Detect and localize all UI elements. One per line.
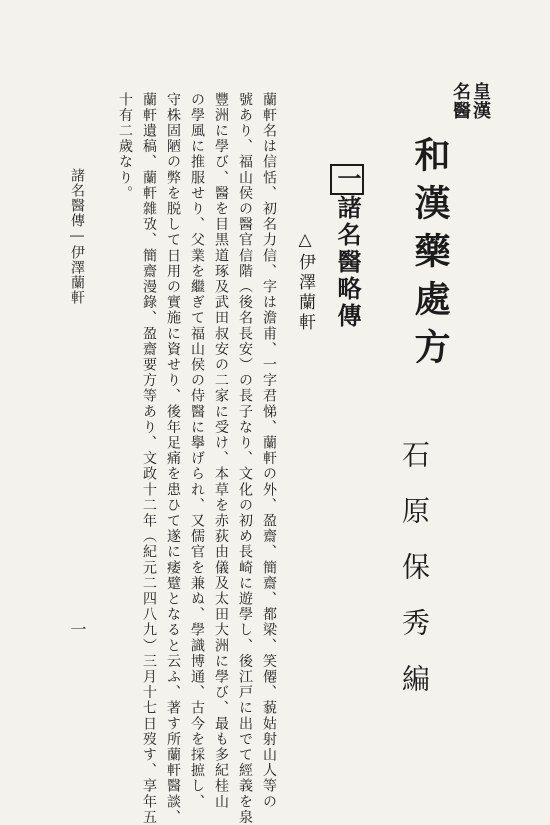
book-title: 和漢藥處方 [409,136,451,376]
body-line-7: 十有二歲なり。 [117,92,133,202]
editor-credit: 石原保秀編 [398,440,431,720]
page-number: 一 [68,621,87,637]
section-title: 諸名醫略傳 [333,195,362,330]
person-name: △伊澤蘭軒 [295,230,315,333]
series-prefix-line-1: 皇漢 [470,82,491,120]
body-line-4: の學風に推服せり、父業を繼ぎて福山侯の侍醫に擧げられ、又儒官を兼ぬ、學識博通、古今を採摭し、 [189,92,205,810]
source-signature: 諸名醫傳―伊澤蘭軒 [69,168,85,305]
section-number: 一 [330,164,364,195]
body-line-1: 蘭軒名は信恬、初名力信、字は澹甫、一字君悌、蘭軒の外、盈齋、簡齋、都梁、笑僊、藐姑射山人等の [261,92,277,810]
body-line-6: 蘭軒遺稿、蘭軒雜攷、簡齋漫錄、盈齋要方等あり、文政十二年（紀元二四八九）三月十七日歿す、享年五 [141,92,157,825]
section-heading [330,164,364,330]
body-line-5: 守株固陋の弊を脱して日用の實施に資せり、後年足痛を患ひて遂に痿躄となると云ふ、著す所蘭軒醫談、 [165,92,181,825]
body-line-2: 號あり、福山侯の醫官信階（後名長安）の長子なり、文化の初め長崎に遊學し、後江戸に出でて經義を泉 [237,92,253,825]
series-prefix-line-2: 名醫 [450,82,471,120]
body-line-3: 豐洲に學び、醫を目黒道琢及武田叔安の二家に受け、本草を赤荻由儀及太田大洲に學び、最も多紀桂山 [213,92,229,810]
